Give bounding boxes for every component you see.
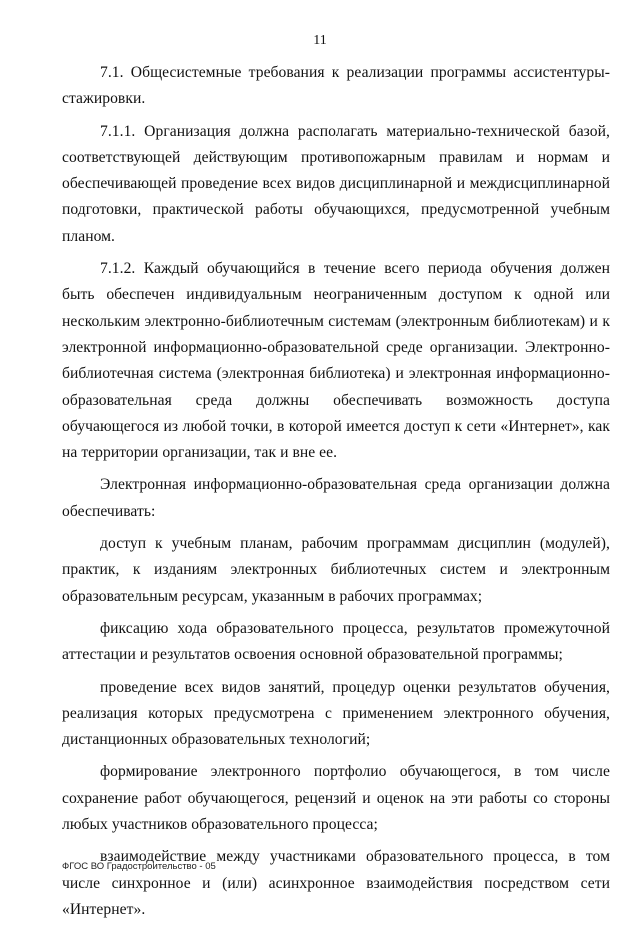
- paragraph-7-1-1: 7.1.1. Организация должна располагать материально-технической базой, соответствующей действующим противопожарным правилам и нормам и обеспечивающей проведение всех видов дисциплинарной и междисциплинарной подготовки, практической работы обучающихся, предусмотренной учебным планом.: [62, 122, 610, 245]
- footer-standard-code: ФГОС ВО Градостроительство - 05: [62, 861, 216, 872]
- paragraph-7-1: 7.1. Общесистемные требования к реализации программы ассистентуры-стажировки.: [62, 64, 610, 108]
- document-body: [62, 60, 610, 929]
- page-number: 11: [313, 33, 327, 48]
- list-item-recording: фиксацию хода образовательного процесса, результатов промежуточной аттестации и результатов освоения основной образовательной программы;: [62, 619, 610, 664]
- list-item-portfolio: формирование электронного портфолио обучающегося, в том числе сохранение работ обучающегося, рецензий и оценок на эти работы со стороны любых участников образовательного процесса;: [62, 763, 610, 834]
- list-item-classes: проведение всех видов занятий, процедур оценки результатов обучения, реализация которых предусмотрена с применением электронного обучения, дистанционных образовательных технологий;: [62, 678, 610, 749]
- list-item-interaction: взаимодействие между участниками образовательного процесса, в том числе синхронное и (или) асинхронное взаимодействия посредством сети «Интернет».: [62, 848, 610, 918]
- list-item-access: доступ к учебным планам, рабочим программам дисциплин (модулей), практик, к изданиям электронных библиотечных систем и электронным образовательным ресурсам, указанным в рабочих программах;: [62, 535, 610, 605]
- paragraph-eios-intro: Электронная информационно-образовательная среда организации должна обеспечивать:: [62, 476, 610, 520]
- paragraph-7-1-2: 7.1.2. Каждый обучающийся в течение всего периода обучения должен быть обеспечен индивидуальным неограниченным доступом к одной или нескольким электронно-библиотечным системам (электронным библиотекам) и к электронной информационно-образовательной среде организации. Электронно-библиотечная система (электронная библиотека) и электронная информационно-образовательная среда должны обеспечивать возможность доступа обучающегося из любой точки, в которой имеется доступ к сети «Интернет», как на территории организации, так и вне ее.: [62, 260, 610, 462]
